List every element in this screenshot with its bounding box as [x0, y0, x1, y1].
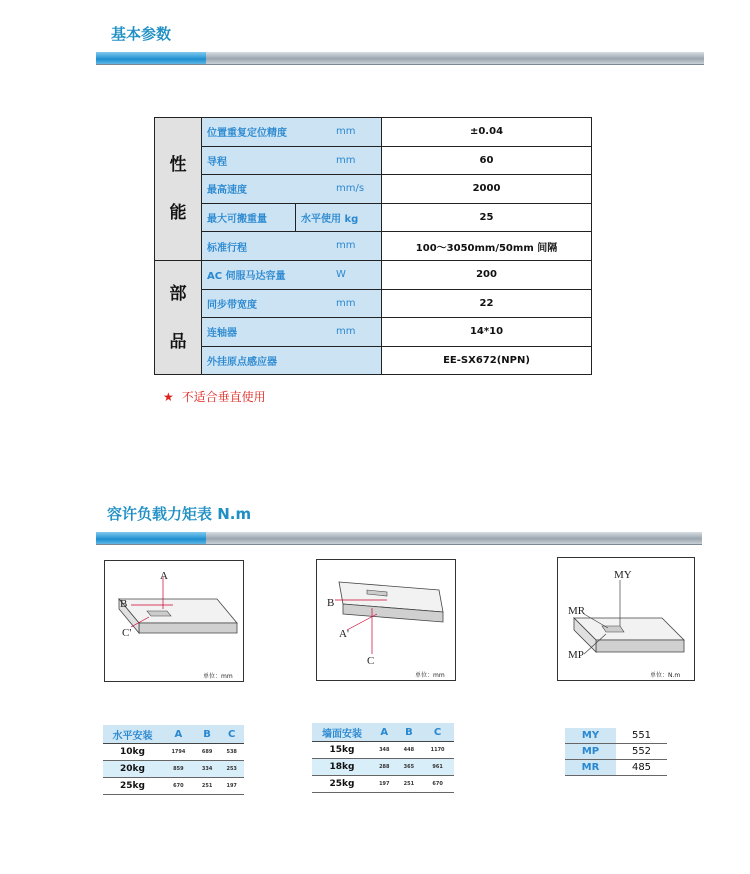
wall-mount-diagram [317, 560, 455, 680]
table-header: 水平安装 [103, 725, 162, 744]
spec-sublabel: 水平使用 kg [296, 203, 382, 232]
table-header: A [372, 723, 397, 742]
table-header: C [421, 723, 454, 742]
spec-label: 外挂原点感应器 [202, 346, 382, 375]
spec-label: 位置重复定位精度 mm [202, 118, 382, 147]
table-row: MY 551 [565, 728, 667, 744]
wall-load-table [312, 723, 454, 793]
spec-value: ±0.04 [382, 118, 592, 147]
spec-value: 200 [382, 260, 592, 289]
table-row: MP 552 [565, 744, 667, 760]
unit-label: 单位：mm [415, 672, 445, 679]
spec-label: 最大可搬重量 [202, 203, 296, 232]
spec-value: 14*10 [382, 318, 592, 347]
table-header: A [162, 725, 195, 744]
section-divider-load [96, 532, 702, 545]
section-title-basic: 基本参数 [111, 25, 172, 43]
spec-label: AC 伺服马达容量 W [202, 260, 382, 289]
table-header: B [397, 723, 422, 742]
figure-moment [557, 557, 695, 681]
figure-wall-mount [316, 559, 456, 681]
table-row: 25kg 197 251 670 [312, 776, 454, 793]
usage-note: ★ 不适合垂直使用 [163, 390, 266, 404]
label-a: A [160, 570, 168, 582]
spec-value: 22 [382, 289, 592, 318]
table-header: C [219, 725, 244, 744]
spec-value: 2000 [382, 175, 592, 204]
label-c: C [367, 655, 375, 667]
moment-table [565, 728, 667, 776]
label-b: B [120, 598, 128, 610]
spec-label: 最高速度 mm/s [202, 175, 382, 204]
section-title-load: 容许负载力矩表 N.m [107, 505, 252, 523]
label-b: B [327, 597, 335, 609]
spec-table [154, 117, 592, 375]
label-a: A' [339, 628, 349, 640]
spec-value: 25 [382, 203, 592, 232]
table-row: MR 485 [565, 760, 667, 776]
table-row: 25kg 670 251 197 [103, 778, 244, 795]
table-row: 20kg 859 334 253 [103, 761, 244, 778]
unit-label: 单位：N.m [650, 672, 681, 679]
label-c: C' [122, 627, 132, 639]
figure-horizontal-mount [104, 560, 244, 682]
table-row: 15kg 348 448 1170 [312, 742, 454, 759]
label-mp: MP [568, 649, 584, 661]
horizontal-load-table [103, 725, 244, 795]
table-header: B [195, 725, 220, 744]
table-header: 墙面安装 [312, 723, 372, 742]
table-row: 10kg 1794 689 538 [103, 744, 244, 761]
spec-label: 连轴器 mm [202, 318, 382, 347]
spec-value: 100～3050mm/50mm 间隔 [382, 232, 592, 261]
horizontal-mount-diagram [105, 561, 243, 681]
table-row: 18kg 288 365 961 [312, 759, 454, 776]
unit-label: 单位：mm [203, 673, 233, 680]
spec-label: 标准行程 mm [202, 232, 382, 261]
side-label-parts: 部 品 [155, 260, 202, 374]
spec-label: 同步带宽度 mm [202, 289, 382, 318]
moment-diagram [558, 558, 694, 680]
label-my: MY [614, 569, 632, 581]
spec-value: 60 [382, 146, 592, 175]
star-icon: ★ [163, 390, 174, 404]
section-divider-basic [96, 52, 704, 65]
spec-label: 导程 mm [202, 146, 382, 175]
spec-value: EE-SX672(NPN) [382, 346, 592, 375]
side-label-performance: 性 能 [155, 118, 202, 261]
label-mr: MR [568, 605, 586, 617]
